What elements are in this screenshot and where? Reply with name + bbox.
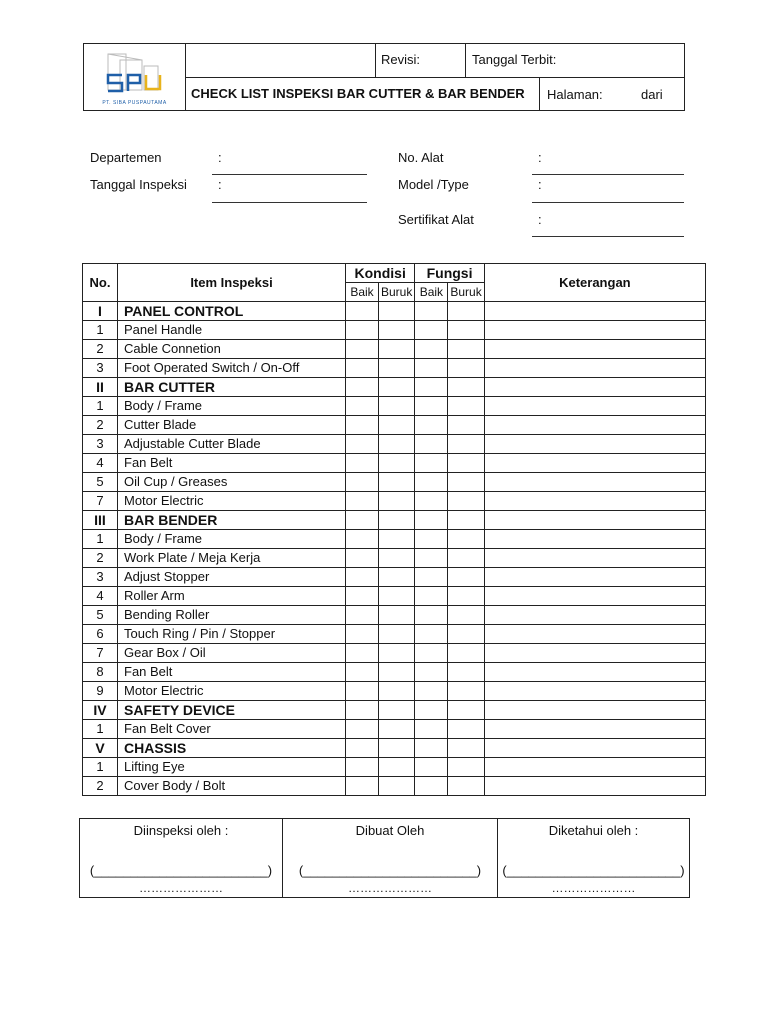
header-kondisi-baik: Baik [346,283,379,302]
cell-keterangan[interactable] [484,777,705,796]
signature-block [79,818,690,898]
row-item: Adjust Stopper [118,568,346,587]
cell-kondisi-buruk[interactable] [379,416,415,435]
tanggal-terbit-label: Tanggal Terbit: [472,52,557,67]
cell-kondisi-baik[interactable] [346,473,379,492]
cell-fungsi-buruk[interactable] [448,644,484,663]
cell-kondisi-buruk[interactable] [379,397,415,416]
row-item: Foot Operated Switch / On-Off [118,359,346,378]
dibuat-sign-line[interactable]: (________________________) [298,863,482,878]
cell-kondisi-baik[interactable] [346,549,379,568]
row-item: Motor Electric [118,492,346,511]
table-body [83,302,706,796]
cell-fungsi-buruk[interactable] [448,378,484,397]
document-title: CHECK LIST INSPEKSI BAR CUTTER & BAR BENDER [191,86,525,101]
table-row [83,720,706,739]
table-row [83,340,706,359]
no-alat-label: No. Alat [398,150,444,165]
cell-fungsi-buruk[interactable] [448,701,484,720]
cell-keterangan[interactable] [484,473,705,492]
cell-kondisi-buruk[interactable] [379,682,415,701]
cell-keterangan[interactable] [484,663,705,682]
row-number: II [83,378,118,397]
row-item: Cover Body / Bolt [118,777,346,796]
table-row [83,530,706,549]
cell-kondisi-baik[interactable] [346,777,379,796]
header-item: Item Inspeksi [118,264,346,302]
cell-fungsi-baik[interactable] [415,739,448,758]
cell-fungsi-buruk[interactable] [448,454,484,473]
cell-fungsi-buruk[interactable] [448,758,484,777]
cell-kondisi-baik[interactable] [346,378,379,397]
diketahui-name: ………………… [551,881,636,895]
table-row [83,435,706,454]
cell-fungsi-baik[interactable] [415,663,448,682]
cell-kondisi-baik[interactable] [346,397,379,416]
cell-keterangan[interactable] [484,587,705,606]
signature-inspector [80,819,283,897]
row-number: 1 [83,321,118,340]
table-row [83,587,706,606]
sertifikat-alat-label: Sertifikat Alat [398,212,474,227]
cell-kondisi-baik[interactable] [346,644,379,663]
cell-fungsi-baik[interactable] [415,321,448,340]
company-name: PT. SIBA PUSPAUTAMA [102,100,167,106]
table-row [83,359,706,378]
cell-kondisi-buruk[interactable] [379,701,415,720]
table-row [83,321,706,340]
table-row [83,568,706,587]
header-no: No. [83,264,118,302]
row-item: CHASSIS [118,739,346,758]
section-row [83,511,706,530]
cell-kondisi-buruk[interactable] [379,663,415,682]
cell-kondisi-baik[interactable] [346,416,379,435]
cell-keterangan[interactable] [484,739,705,758]
cell-fungsi-buruk[interactable] [448,359,484,378]
cell-fungsi-baik[interactable] [415,473,448,492]
table-row [83,606,706,625]
cell-kondisi-baik[interactable] [346,739,379,758]
cell-fungsi-baik[interactable] [415,644,448,663]
cell-fungsi-buruk[interactable] [448,587,484,606]
cell-kondisi-buruk[interactable] [379,454,415,473]
row-number: 1 [83,530,118,549]
signature-approver [498,819,689,897]
cell-kondisi-buruk[interactable] [379,492,415,511]
header-fungsi-baik: Baik [415,283,448,302]
cell-kondisi-buruk[interactable] [379,644,415,663]
cell-kondisi-baik[interactable] [346,302,379,321]
row-item: Adjustable Cutter Blade [118,435,346,454]
diinspeksi-sign-line[interactable]: (________________________) [89,863,273,878]
cell-kondisi-buruk[interactable] [379,625,415,644]
cell-fungsi-buruk[interactable] [448,568,484,587]
row-number: III [83,511,118,530]
cell-fungsi-buruk[interactable] [448,511,484,530]
row-number: 2 [83,416,118,435]
cell-kondisi-buruk[interactable] [379,549,415,568]
cell-kondisi-baik[interactable] [346,340,379,359]
cell-keterangan[interactable] [484,492,705,511]
cell-fungsi-baik[interactable] [415,359,448,378]
row-number: 2 [83,777,118,796]
section-row [83,302,706,321]
row-number: 7 [83,644,118,663]
row-item: Panel Handle [118,321,346,340]
row-item: Cutter Blade [118,416,346,435]
row-item: Touch Ring / Pin / Stopper [118,625,346,644]
cell-keterangan[interactable] [484,625,705,644]
row-number: V [83,739,118,758]
document-header [83,43,685,111]
tanggal-inspeksi-colon: : [218,177,222,192]
cell-keterangan[interactable] [484,511,705,530]
cell-fungsi-buruk[interactable] [448,625,484,644]
halaman-label: Halaman: [547,87,603,102]
cell-fungsi-buruk[interactable] [448,777,484,796]
row-number: 4 [83,587,118,606]
row-item: Fan Belt [118,454,346,473]
cell-fungsi-baik[interactable] [415,701,448,720]
table-row [83,549,706,568]
row-number: 7 [83,492,118,511]
diinspeksi-label: Diinspeksi oleh : [133,823,229,838]
cell-fungsi-baik[interactable] [415,720,448,739]
sertifikat-alat-colon: : [538,212,542,227]
row-number: 9 [83,682,118,701]
cell-fungsi-baik[interactable] [415,302,448,321]
cell-fungsi-buruk[interactable] [448,492,484,511]
header-keterangan: Keterangan [484,264,705,302]
cell-fungsi-buruk[interactable] [448,549,484,568]
cell-kondisi-baik[interactable] [346,663,379,682]
cell-fungsi-baik[interactable] [415,625,448,644]
row-number: 3 [83,359,118,378]
signature-maker [283,819,498,897]
row-number: 3 [83,435,118,454]
cell-keterangan[interactable] [484,720,705,739]
no-alat-field[interactable] [532,174,684,175]
cell-kondisi-buruk[interactable] [379,530,415,549]
table-row [83,397,706,416]
inspection-table [82,263,706,796]
cell-kondisi-baik[interactable] [346,321,379,340]
row-number: 8 [83,663,118,682]
cell-keterangan[interactable] [484,568,705,587]
cell-kondisi-buruk[interactable] [379,302,415,321]
row-number: 2 [83,549,118,568]
table-row [83,492,706,511]
cell-fungsi-baik[interactable] [415,682,448,701]
revisi-label: Revisi: [381,52,421,67]
cell-fungsi-baik[interactable] [415,549,448,568]
table-row [83,454,706,473]
cell-fungsi-buruk[interactable] [448,435,484,454]
model-type-label: Model /Type [398,177,469,192]
cell-fungsi-buruk[interactable] [448,416,484,435]
cell-kondisi-buruk[interactable] [379,606,415,625]
cell-fungsi-baik[interactable] [415,587,448,606]
row-number: 2 [83,340,118,359]
cell-kondisi-buruk[interactable] [379,378,415,397]
row-number: 5 [83,606,118,625]
table-row [83,663,706,682]
cell-kondisi-buruk[interactable] [379,720,415,739]
row-item: Work Plate / Meja Kerja [118,549,346,568]
row-item: PANEL CONTROL [118,302,346,321]
cell-fungsi-buruk[interactable] [448,606,484,625]
table-row [83,644,706,663]
row-number: 6 [83,625,118,644]
model-type-colon: : [538,177,542,192]
cell-keterangan[interactable] [484,454,705,473]
departemen-label: Departemen [90,150,162,165]
cell-kondisi-buruk[interactable] [379,587,415,606]
header-fungsi-buruk: Buruk [448,283,484,302]
cell-kondisi-baik[interactable] [346,682,379,701]
cell-fungsi-buruk[interactable] [448,739,484,758]
cell-kondisi-baik[interactable] [346,511,379,530]
cell-kondisi-baik[interactable] [346,606,379,625]
cell-fungsi-buruk[interactable] [448,397,484,416]
cell-keterangan[interactable] [484,340,705,359]
cell-keterangan[interactable] [484,302,705,321]
cell-keterangan[interactable] [484,644,705,663]
cell-kondisi-baik[interactable] [346,625,379,644]
tanggal-inspeksi-field[interactable] [212,202,367,203]
cell-fungsi-baik[interactable] [415,568,448,587]
cell-kondisi-buruk[interactable] [379,340,415,359]
table-row [83,682,706,701]
row-item: Motor Electric [118,682,346,701]
cell-fungsi-baik[interactable] [415,397,448,416]
row-number: 1 [83,397,118,416]
dibuat-name: ………………… [348,881,432,895]
row-item: Gear Box / Oil [118,644,346,663]
cell-kondisi-buruk[interactable] [379,359,415,378]
row-item: Lifting Eye [118,758,346,777]
cell-kondisi-baik[interactable] [346,492,379,511]
table-row [83,416,706,435]
cell-kondisi-buruk[interactable] [379,435,415,454]
cell-kondisi-buruk[interactable] [379,758,415,777]
cell-keterangan[interactable] [484,359,705,378]
cell-kondisi-baik[interactable] [346,720,379,739]
header-kondisi: Kondisi [346,264,415,283]
cell-kondisi-buruk[interactable] [379,739,415,758]
tanggal-inspeksi-label: Tanggal Inspeksi [90,177,187,192]
cell-fungsi-baik[interactable] [415,454,448,473]
row-item: Roller Arm [118,587,346,606]
no-alat-colon: : [538,150,542,165]
row-item: Oil Cup / Greases [118,473,346,492]
row-number: 1 [83,720,118,739]
cell-keterangan[interactable] [484,530,705,549]
cell-fungsi-buruk[interactable] [448,302,484,321]
row-item: Cable Connetion [118,340,346,359]
cell-keterangan[interactable] [484,758,705,777]
cell-fungsi-baik[interactable] [415,378,448,397]
diinspeksi-name: ………………… [139,881,223,895]
cell-kondisi-buruk[interactable] [379,777,415,796]
cell-keterangan[interactable] [484,435,705,454]
row-item: Body / Frame [118,530,346,549]
cell-kondisi-baik[interactable] [346,587,379,606]
table-row [83,625,706,644]
departemen-colon: : [218,150,222,165]
cell-keterangan[interactable] [484,416,705,435]
row-number: 1 [83,758,118,777]
cell-keterangan[interactable] [484,606,705,625]
cell-fungsi-baik[interactable] [415,340,448,359]
cell-fungsi-baik[interactable] [415,530,448,549]
row-number: 5 [83,473,118,492]
cell-fungsi-buruk[interactable] [448,682,484,701]
table-row [83,758,706,777]
section-row [83,378,706,397]
row-item: Bending Roller [118,606,346,625]
cell-fungsi-baik[interactable] [415,416,448,435]
company-logo [84,44,186,110]
cell-kondisi-baik[interactable] [346,359,379,378]
model-type-field[interactable] [532,202,684,203]
row-item: BAR BENDER [118,511,346,530]
cell-fungsi-buruk[interactable] [448,340,484,359]
cell-fungsi-baik[interactable] [415,606,448,625]
cell-keterangan[interactable] [484,682,705,701]
cell-fungsi-buruk[interactable] [448,530,484,549]
row-number: 4 [83,454,118,473]
cell-kondisi-baik[interactable] [346,701,379,720]
cell-fungsi-buruk[interactable] [448,663,484,682]
cell-fungsi-baik[interactable] [415,492,448,511]
cell-keterangan[interactable] [484,378,705,397]
row-number: 3 [83,568,118,587]
cell-kondisi-baik[interactable] [346,435,379,454]
row-item: SAFETY DEVICE [118,701,346,720]
diketahui-sign-line[interactable]: (________________________) [502,863,685,878]
cell-kondisi-baik[interactable] [346,568,379,587]
row-item: Fan Belt Cover [118,720,346,739]
row-item: Body / Frame [118,397,346,416]
cell-fungsi-baik[interactable] [415,435,448,454]
departemen-field[interactable] [212,174,367,175]
cell-fungsi-buruk[interactable] [448,473,484,492]
header-kondisi-buruk: Buruk [379,283,415,302]
cell-keterangan[interactable] [484,397,705,416]
sertifikat-alat-field[interactable] [532,236,684,237]
table-row [83,473,706,492]
cell-fungsi-buruk[interactable] [448,321,484,340]
row-item: BAR CUTTER [118,378,346,397]
row-number: IV [83,701,118,720]
cell-kondisi-baik[interactable] [346,530,379,549]
cell-kondisi-buruk[interactable] [379,568,415,587]
cell-kondisi-buruk[interactable] [379,321,415,340]
row-item: Fan Belt [118,663,346,682]
cell-fungsi-baik[interactable] [415,777,448,796]
cell-fungsi-buruk[interactable] [448,720,484,739]
cell-keterangan[interactable] [484,549,705,568]
cell-keterangan[interactable] [484,701,705,720]
cell-fungsi-baik[interactable] [415,511,448,530]
cell-keterangan[interactable] [484,321,705,340]
table-row [83,777,706,796]
cell-kondisi-buruk[interactable] [379,473,415,492]
cell-fungsi-baik[interactable] [415,758,448,777]
header-fungsi: Fungsi [415,264,484,283]
dibuat-label: Dibuat Oleh [355,823,425,838]
diketahui-label: Diketahui oleh : [548,823,639,838]
section-row [83,739,706,758]
dari-label: dari [641,87,663,102]
cell-kondisi-buruk[interactable] [379,511,415,530]
cell-kondisi-baik[interactable] [346,454,379,473]
section-row [83,701,706,720]
row-number: I [83,302,118,321]
cell-kondisi-baik[interactable] [346,758,379,777]
